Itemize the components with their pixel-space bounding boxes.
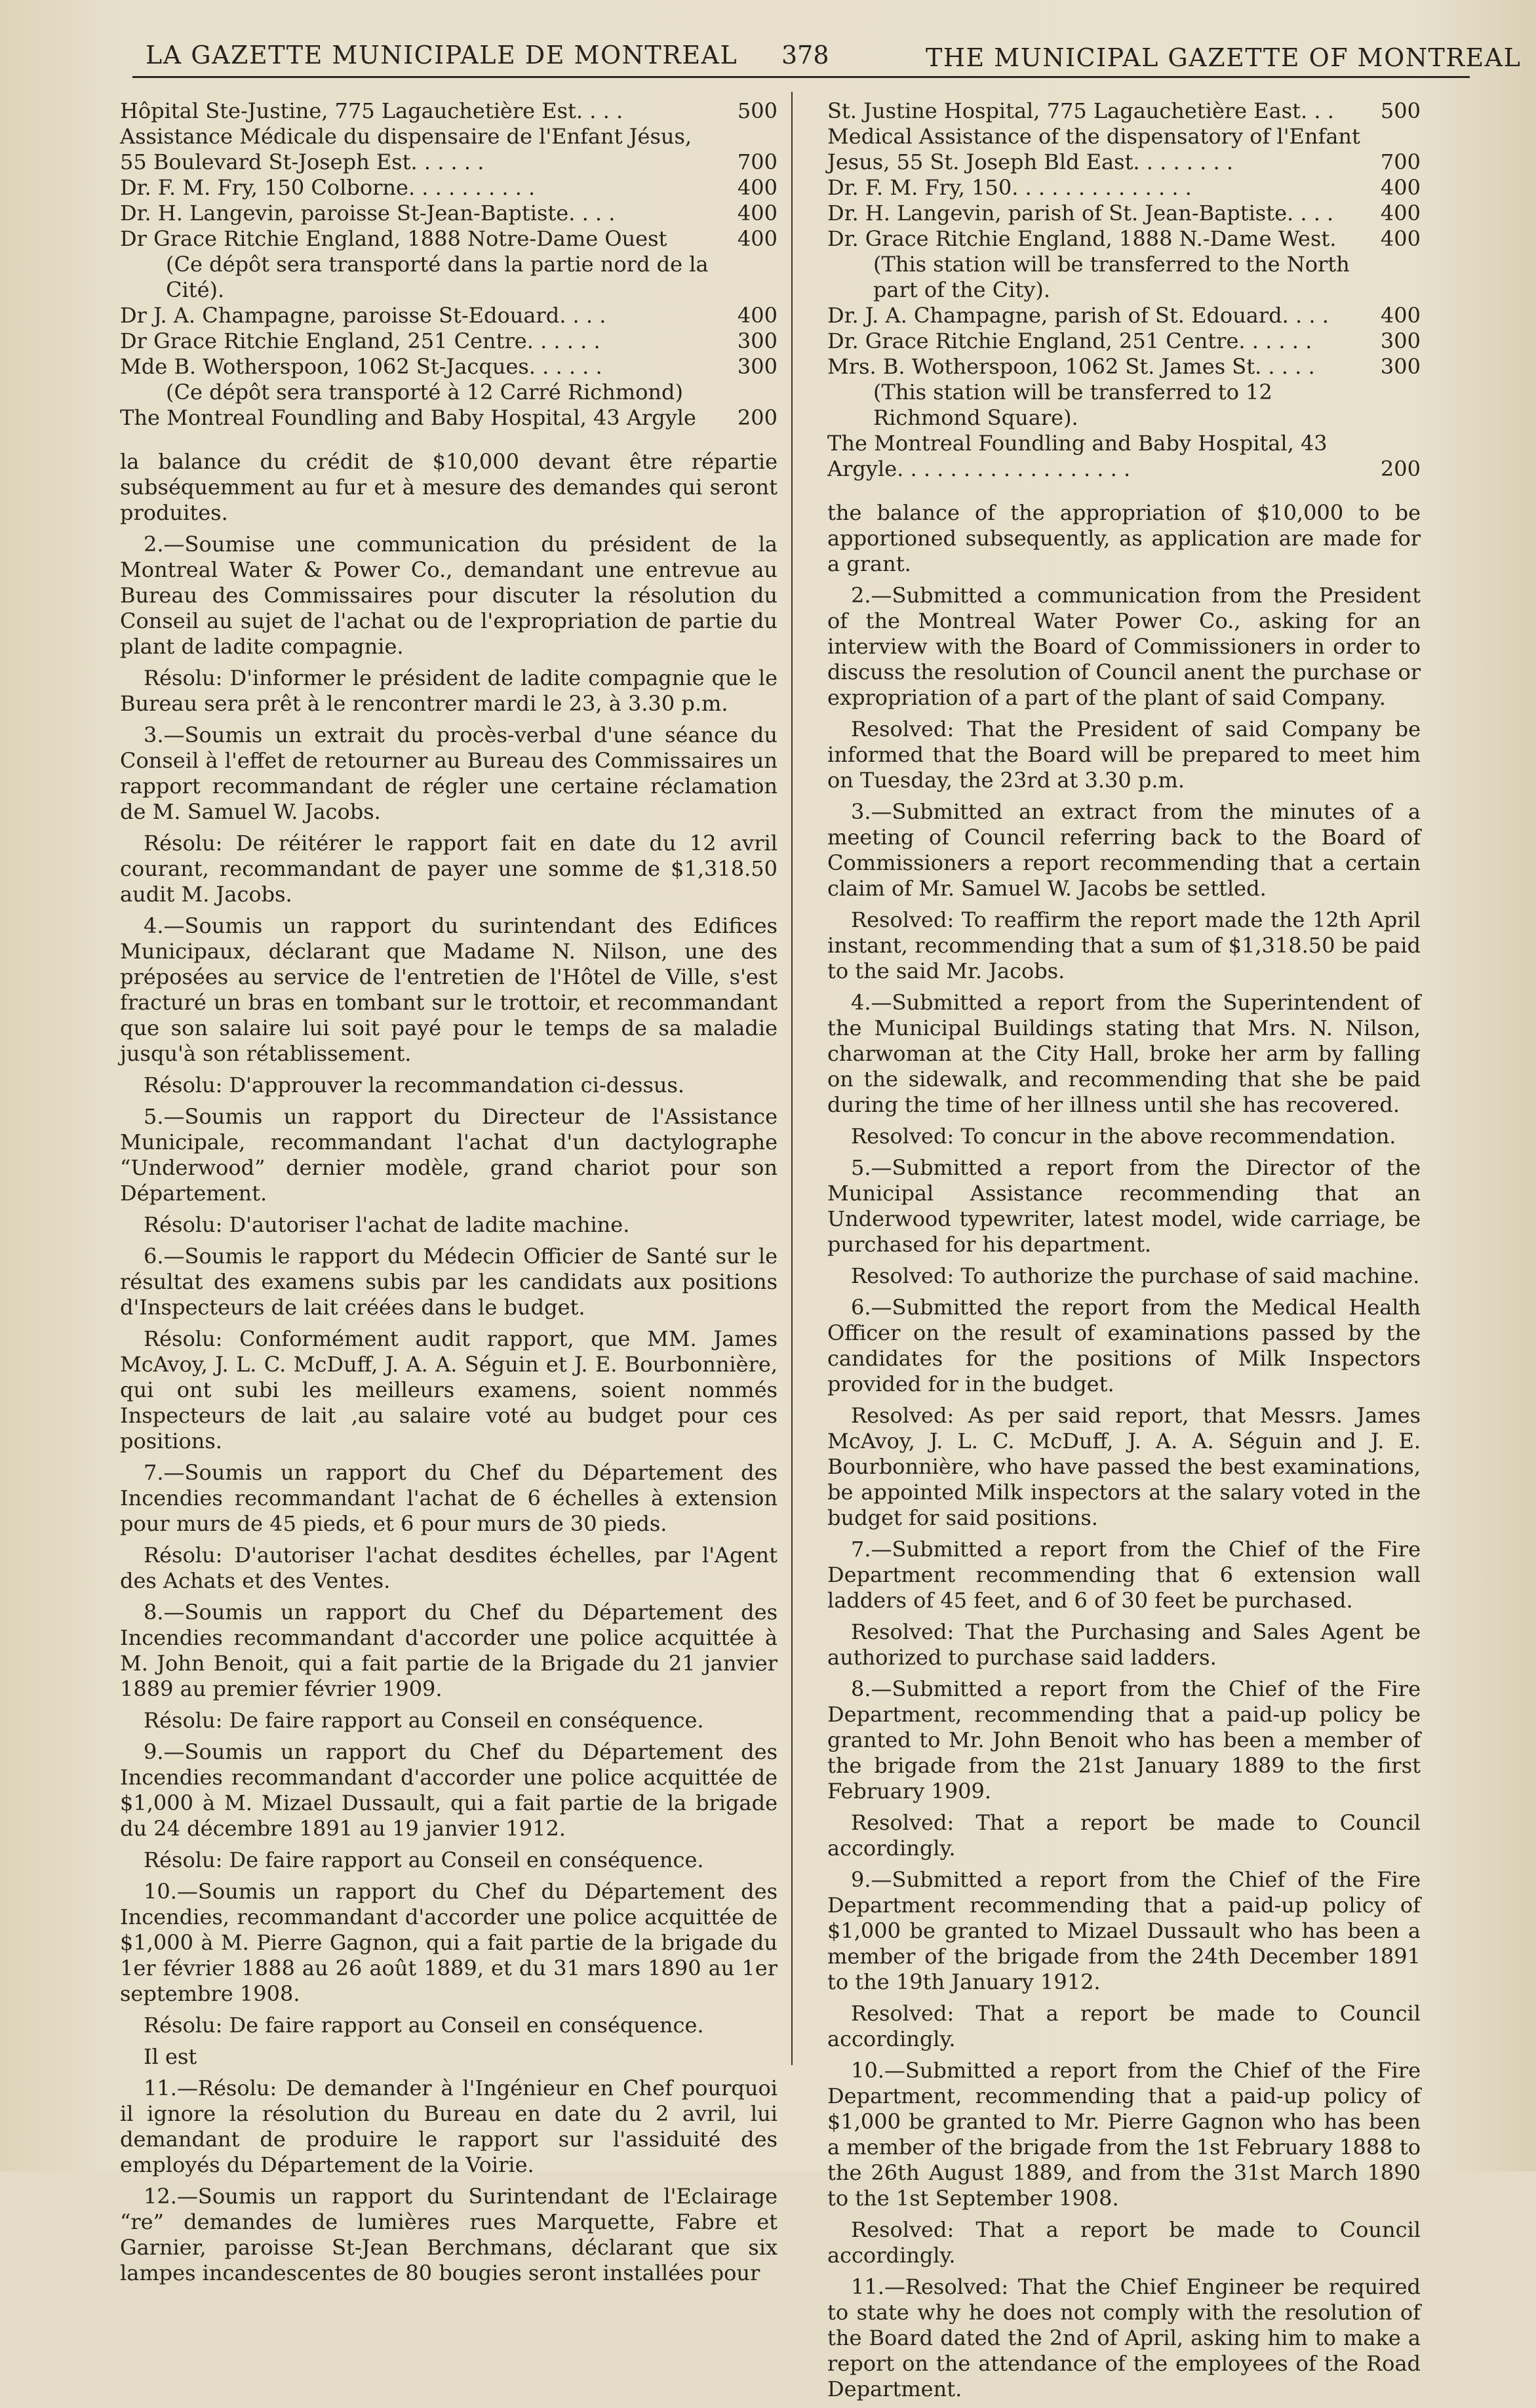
french-column (120, 98, 778, 2292)
list-item-name: The Montreal Foundling and Baby Hospital, 43 Argyle (120, 405, 696, 430)
paragraph: 8.—Submitted a report from the Chief of the Fire Department, recommending that a paid-up policy be granted to Mr. John Benoit who has been a member of the brigade from the 21st January 1889 to the first February 1909. (827, 1676, 1421, 1804)
list-item-name: Dr. Grace Ritchie England, 1888 N.-Dame West. (827, 226, 1337, 251)
list-item-name: Dr. H. Langevin, parish of St. Jean-Baptiste. . . . (827, 201, 1334, 226)
paragraph: Resolved: As per said report, that Messrs. James McAvoy, J. L. C. McDuff, J. A. A. Séguin and J. E. Bourbonnière, who have passed the best examinations, be appointed Milk inspectors at the salary voted in the budget for said positions. (827, 1403, 1421, 1530)
paragraph: 7.—Soumis un rapport du Chef du Département des Incendies recommandant l'achat de 6 échelles à extension pour murs de 45 pieds, et 6 pour murs de 30 pieds. (120, 1460, 778, 1536)
list-item (120, 201, 778, 226)
list-item-name: Dr J. A. Champagne, paroisse St-Edouard. . . . (120, 303, 606, 328)
paragraph: 6.—Soumis le rapport du Médecin Officier de Santé sur le résultat des examens subis par les candidats aux positions d'Inspecteurs de lait créées dans le budget. (120, 1244, 778, 1320)
paragraph: Resolved: To authorize the purchase of said machine. (851, 1263, 1420, 1288)
paragraph: Il est (144, 2044, 197, 2069)
list-item-note (120, 252, 778, 303)
list-item-name: Dr. H. Langevin, paroisse St-Jean-Baptiste. . . . (120, 201, 616, 226)
list-item-name: (This station will be transferred to 12 Richmond Square). (873, 380, 1272, 430)
header-rule (132, 76, 1470, 78)
list-item-amount: 300 (1380, 354, 1421, 379)
list-item (827, 98, 1421, 124)
list-item-amount: 400 (1380, 201, 1421, 226)
list-item (120, 98, 778, 124)
list-item-amount: 700 (737, 149, 778, 174)
paragraph: 2.—Submitted a communication from the President of the Montreal Water Power Co., asking for an interview with the Board of Commissioners in order to discuss the resolution of Council anent the purchase or expropriation of a part of the plant of said Company. (827, 583, 1421, 710)
paragraph: Resolved: To concur in the above recommendation. (851, 1124, 1396, 1149)
list-item-name: Mde B. Wotherspoon, 1062 St-Jacques. . . . . . (120, 354, 602, 379)
list-item-note (120, 380, 778, 405)
list-item-name: Dr Grace Ritchie England, 1888 Notre-Dame Ouest (120, 226, 667, 251)
paragraph: Résolu: De faire rapport au Conseil en conséquence. (144, 1847, 704, 1872)
paragraph: 2.—Soumise une communication du président de la Montreal Water & Power Co., demandant une entrevue au Bureau des Commissaires pour discuter la résolution du Conseil au sujet de l'achat ou de l'expropriation de partie du plant de ladite compagnie. (120, 532, 778, 659)
list-item-amount: 300 (1380, 328, 1421, 353)
paragraph: Résolu: De réitérer le rapport fait en date du 12 avril courant, recommandant de payer une somme de $1,318.50 audit M. Jacobs. (120, 831, 778, 907)
english-title: THE MUNICIPAL GAZETTE OF MONTREAL (926, 43, 1522, 72)
english-dispensary-list (827, 98, 1421, 482)
list-item (827, 124, 1421, 175)
paragraph: 10.—Soumis un rapport du Chef du Département des Incendies, recommandant d'accorder une police acquittée de $1,000 à M. Pierre Gagnon, qui a fait partie de la brigade du 1er février 1888 au 26 août 1889, et du 31 mars 1890 au 1er septembre 1908. (120, 1879, 778, 2006)
list-item-amount: 500 (1380, 98, 1421, 123)
paragraph: Résolu: D'approuver la recommandation ci-dessus. (144, 1073, 685, 1097)
paragraph: Résolu: D'informer le président de ladite compagnie que le Bureau sera prêt à le rencontrer mardi le 23, à 3.30 p.m. (120, 665, 778, 716)
paragraph: 11.—Résolu: De demander à l'Ingénieur en Chef pourquoi il ignore la résolution du Bureau en date du 2 avril, lui demandant de produire le rapport sur l'assiduité des employés du Département de la Voirie. (120, 2076, 778, 2177)
list-item (120, 328, 778, 354)
paragraph: 4.—Soumis un rapport du surintendant des Edifices Municipaux, déclarant que Madame N. Nilson, une des préposées au service de l'entretien de l'Hôtel de Ville, s'est fracturé un bras en tombant sur le trottoir, et recommandant que son salaire lui soit payé pour le temps de sa maladie jusqu'à son rétablissement. (120, 913, 778, 1066)
list-item-name: (Ce dépôt sera transporté dans la partie nord de la Cité). (166, 252, 709, 302)
list-item (120, 354, 778, 380)
paragraph: Résolu: De faire rapport au Conseil en conséquence. (144, 2013, 704, 2038)
paragraph: 4.—Submitted a report from the Superintendent of the Municipal Buildings stating that Mrs. N. Nilson, charwoman at the City Hall, broke her arm by falling on the sidewalk, and recommending that she be paid during the time of her illness until she has recovered. (827, 990, 1421, 1117)
list-item (120, 124, 778, 175)
list-item (827, 226, 1421, 252)
list-item-name: Assistance Médicale du dispensaire de l'Enfant Jésus, 55 Boulevard St-Joseph Est. . . . . . (120, 124, 692, 174)
paragraph: Resolved: That the Purchasing and Sales Agent be authorized to purchase said ladders. (827, 1619, 1421, 1670)
list-item (120, 175, 778, 201)
list-item-amount: 700 (1380, 149, 1421, 174)
list-item-name: Dr. F. M. Fry, 150 Colborne. . . . . . . . . . (120, 175, 536, 200)
list-item-name: St. Justine Hospital, 775 Lagauchetière East. . . (827, 98, 1334, 123)
list-item-amount: 500 (737, 98, 778, 123)
paragraph: Résolu: De faire rapport au Conseil en conséquence. (144, 1708, 704, 1733)
list-item-note (827, 380, 1421, 431)
list-item-name: Dr. F. M. Fry, 150. . . . . . . . . . . . . . (827, 175, 1192, 200)
paragraph: Resolved: To reaffirm the report made the 12th April instant, recommending that a sum of $1,318.50 be paid to the said Mr. Jacobs. (827, 907, 1421, 983)
paragraph: Resolved: That the President of said Company be informed that the Board will be prepared to meet him on Tuesday, the 23rd at 3.30 p.m. (827, 717, 1421, 793)
list-item-amount: 400 (737, 201, 778, 226)
list-item (827, 201, 1421, 226)
french-title: LA GAZETTE MUNICIPALE DE MONTREAL (146, 41, 738, 69)
list-item (827, 328, 1421, 354)
paragraph: Resolved: That a report be made to Council accordingly. (827, 2217, 1421, 2268)
paragraph: 12.—Soumis un rapport du Surintendant de l'Eclairage “re” demandes de lumières rues Marquette, Fabre et Garnier, paroisse St-Jean Berchmans, déclarant que six lampes incandescentes de 80 bougies seront installées pour (120, 2184, 778, 2285)
list-item-note (827, 252, 1421, 303)
paragraph: Résolu: Conformément audit rapport, que MM. James McAvoy, J. L. C. McDuff, J. A. A. Séguin et J. E. Bourbonnière, qui ont subi les meilleurs examens, soient nommés Inspecteurs de lait ,au salaire voté au budget pour ces positions. (120, 1326, 778, 1453)
list-item-name: Dr. J. A. Champagne, parish of St. Edouard. . . . (827, 303, 1329, 328)
list-item (120, 226, 778, 252)
list-item (827, 354, 1421, 380)
paragraph: Resolved: That a report be made to Council accordingly. (827, 1810, 1421, 1861)
paragraph: 9.—Submitted a report from the Chief of the Fire Department recommending that a paid-up policy of $1,000 be granted to Mizael Dussault who has been a member of the brigade from the 24th December 1891 to the 19th January 1912. (827, 1867, 1421, 1994)
list-item-name: Medical Assistance of the dispensatory of l'Enfant Jesus, 55 St. Joseph Bld East. . . . . . . . (827, 124, 1360, 174)
paragraph: la balance du crédit de $10,000 devant être répartie subséquemment au fur et à mesure des demandes qui seront produites. (120, 449, 778, 525)
french-dispensary-list (120, 98, 778, 431)
list-item (827, 431, 1421, 482)
paragraph: 11.—Resolved: That the Chief Engineer be required to state why he does not comply with the resolution of the Board dated the 2nd of April, asking him to make a report on the attendance of the employees of the Road Department. (827, 2274, 1421, 2401)
paragraph: 9.—Soumis un rapport du Chef du Département des Incendies recommandant d'accorder une police acquittée de $1,000 à M. Mizael Dussault, qui a fait partie de la brigade du 24 décembre 1891 au 19 janvier 1912. (120, 1739, 778, 1841)
list-item-amount: 200 (737, 405, 778, 430)
list-item-amount: 400 (737, 226, 778, 251)
list-item-name: The Montreal Foundling and Baby Hospital, 43 Argyle. . . . . . . . . . . . . . . . . . (827, 431, 1328, 481)
paragraph: Résolu: D'autoriser l'achat desdites échelles, par l'Agent des Achats et des Ventes. (120, 1543, 778, 1593)
paragraph: 3.—Submitted an extract from the minutes of a meeting of Council referring back to the Board of Commissioners a report recommending that a certain claim of Mr. Samuel W. Jacobs be settled. (827, 799, 1421, 901)
column-divider (791, 92, 793, 2065)
list-item-amount: 400 (1380, 303, 1421, 328)
list-item-name: Hôpital Ste-Justine, 775 Lagauchetière Est. . . . (120, 98, 623, 123)
list-item-amount: 400 (1380, 175, 1421, 200)
paragraph: Résolu: D'autoriser l'achat de ladite machine. (144, 1212, 630, 1237)
paragraph: Resolved: That a report be made to Council accordingly. (827, 2001, 1421, 2051)
list-item-amount: 300 (737, 354, 778, 379)
english-column (827, 98, 1421, 2408)
list-item (827, 303, 1421, 328)
list-item-name: (This station will be transferred to the North part of the City). (873, 252, 1350, 302)
list-item-amount: 200 (1380, 456, 1421, 481)
paragraph: 5.—Soumis un rapport du Directeur de l'Assistance Municipale, recommandant l'achat d'un dactylographe “Underwood” dernier modèle, grand chariot pour son Département. (120, 1104, 778, 1206)
list-item-name: Dr Grace Ritchie England, 251 Centre. . . . . . (120, 328, 601, 353)
list-item-name: Dr. Grace Ritchie England, 251 Centre. . . . . . (827, 328, 1312, 353)
paragraph: 8.—Soumis un rapport du Chef du Département des Incendies recommandant d'accorder une police acquittée à M. John Benoit, qui a fait partie de la Brigade du 21 janvier 1889 au premier février 1909. (120, 1600, 778, 1701)
paragraph: the balance of the appropriation of $10,000 to be apportioned subsequently, as application are made for a grant. (827, 500, 1421, 576)
list-item-amount: 300 (737, 328, 778, 353)
paragraph: 5.—Submitted a report from the Director of the Municipal Assistance recommending that an Underwood typewriter, latest model, wide carriage, be purchased for his department. (827, 1155, 1421, 1257)
list-item-amount: 400 (737, 175, 778, 200)
paragraph: 6.—Submitted the report from the Medical Health Officer on the result of examinations passed by the candidates for the positions of Milk Inspectors provided for in the budget. (827, 1295, 1421, 1396)
list-item (120, 303, 778, 328)
list-item (827, 175, 1421, 201)
paragraph: 10.—Submitted a report from the Chief of the Fire Department, recommending that a paid-up policy of $1,000 be granted to Mr. Pierre Gagnon who has been a member of the brigade from the 1st February 1888 to the 26th August 1889, and from the 31st March 1890 to the 1st September 1908. (827, 2058, 1421, 2211)
page-number: 378 (781, 41, 829, 69)
page-header (0, 41, 1536, 73)
paragraph: 3.—Soumis un extrait du procès-verbal d'une séance du Conseil à l'effet de retourner au Bureau des Commissaires un rapport recommandant de régler une certaine réclamation de M. Samuel W. Jacobs. (120, 722, 778, 824)
list-item-name: Mrs. B. Wotherspoon, 1062 St. James St. . . . . (827, 354, 1315, 379)
list-item-name: (Ce dépôt sera transporté à 12 Carré Richmond) (166, 380, 683, 405)
list-item (120, 405, 778, 431)
list-item-amount: 400 (1380, 226, 1421, 251)
paragraph: 7.—Submitted a report from the Chief of the Fire Department recommending that 6 extension wall ladders of 45 feet, and 6 of 30 feet be purchased. (827, 1537, 1421, 1613)
list-item-amount: 400 (737, 303, 778, 328)
